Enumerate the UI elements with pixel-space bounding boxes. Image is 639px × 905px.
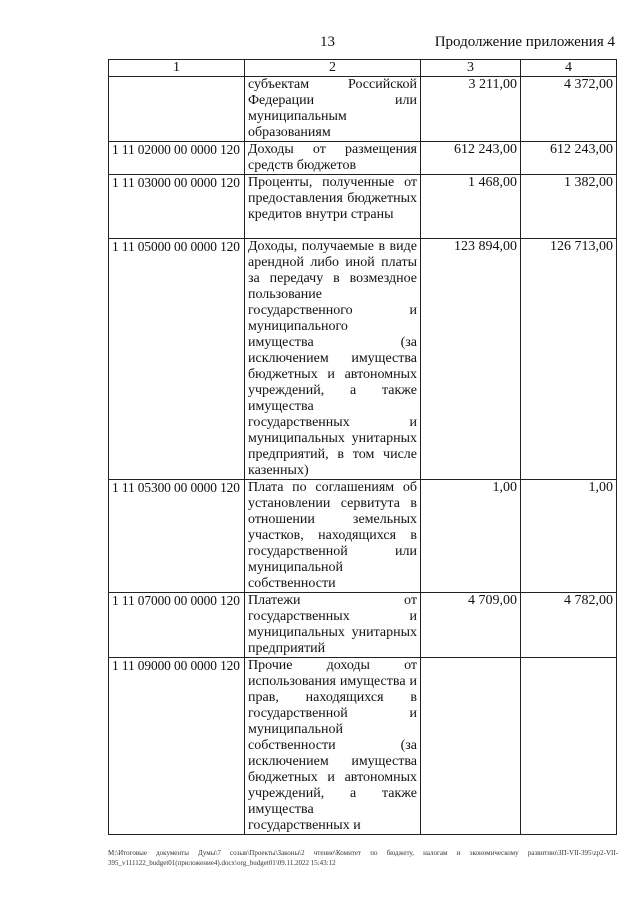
income-description: Проценты, полученные от предоставления бюджетных кредитов внутри страны: [245, 175, 421, 239]
income-description: Доходы от размещения средств бюджетов: [245, 142, 421, 175]
income-code: 1 11 07000 00 0000 120: [109, 593, 245, 658]
income-description: субъектам Российской Федерации или муниципальным образованиям: [245, 77, 421, 142]
income-code: 1 11 02000 00 0000 120: [109, 142, 245, 175]
column-number: 4: [521, 60, 617, 77]
document-file-path: M:\Итоговые документы Думы\7 созыв\Проекты\Законы\2 чтение\Комитет по бюджету, налогам и экономическому развитию\ЗП-VII-395\zp2-VII-395_v111122_budget01(приложение4).docx\org_budget01\09.11.2022 15:43:12: [108, 849, 618, 867]
value-col3: 1 468,00: [421, 175, 521, 239]
value-col3: 612 243,00: [421, 142, 521, 175]
table-row: [109, 142, 617, 175]
value-col4: 1,00: [521, 480, 617, 593]
budget-table: [108, 59, 617, 835]
value-col4: [521, 658, 617, 835]
value-col3: 3 211,00: [421, 77, 521, 142]
income-code: [109, 77, 245, 142]
income-description: Прочие доходы от использования имущества и прав, находящихся в государственной и муниципальной собственности (за исключением имущества бюджетных и автономных учреждений, а также имущества государственных и: [245, 658, 421, 835]
column-number: 1: [109, 60, 245, 77]
income-description: Плата по соглашениям об установлении сервитута в отношении земельных участков, находящихся в государственной или муниципальной собственности: [245, 480, 421, 593]
value-col4: 1 382,00: [521, 175, 617, 239]
table-row: [109, 480, 617, 593]
value-col3: 1,00: [421, 480, 521, 593]
income-description: Платежи от государственных и муниципальных унитарных предприятий: [245, 593, 421, 658]
column-number: 3: [421, 60, 521, 77]
column-number: 2: [245, 60, 421, 77]
income-code: 1 11 09000 00 0000 120: [109, 658, 245, 835]
value-col3: 123 894,00: [421, 239, 521, 480]
income-code: 1 11 05300 00 0000 120: [109, 480, 245, 593]
value-col4: 126 713,00: [521, 239, 617, 480]
income-description: Доходы, получаемые в виде арендной либо иной платы за передачу в возмездное пользование государственного и муниципального имущества (за исключением имущества бюджетных и автономных учреждений, а также имущества государственных и муниципальных унитарных предприятий, в том числе казенных): [245, 239, 421, 480]
table-row: [109, 239, 617, 480]
value-col3: 4 709,00: [421, 593, 521, 658]
table-row: [109, 175, 617, 239]
value-col4: 4 372,00: [521, 77, 617, 142]
value-col4: 612 243,00: [521, 142, 617, 175]
income-code: 1 11 03000 00 0000 120: [109, 175, 245, 239]
table-row: [109, 658, 617, 835]
table-row: [109, 77, 617, 142]
income-code: 1 11 05000 00 0000 120: [109, 239, 245, 480]
table-row: [109, 593, 617, 658]
column-number-row: [109, 60, 617, 77]
value-col3: [421, 658, 521, 835]
continuation-label: Продолжение приложения 4: [434, 34, 615, 50]
value-col4: 4 782,00: [521, 593, 617, 658]
page-number: 13: [320, 34, 335, 50]
